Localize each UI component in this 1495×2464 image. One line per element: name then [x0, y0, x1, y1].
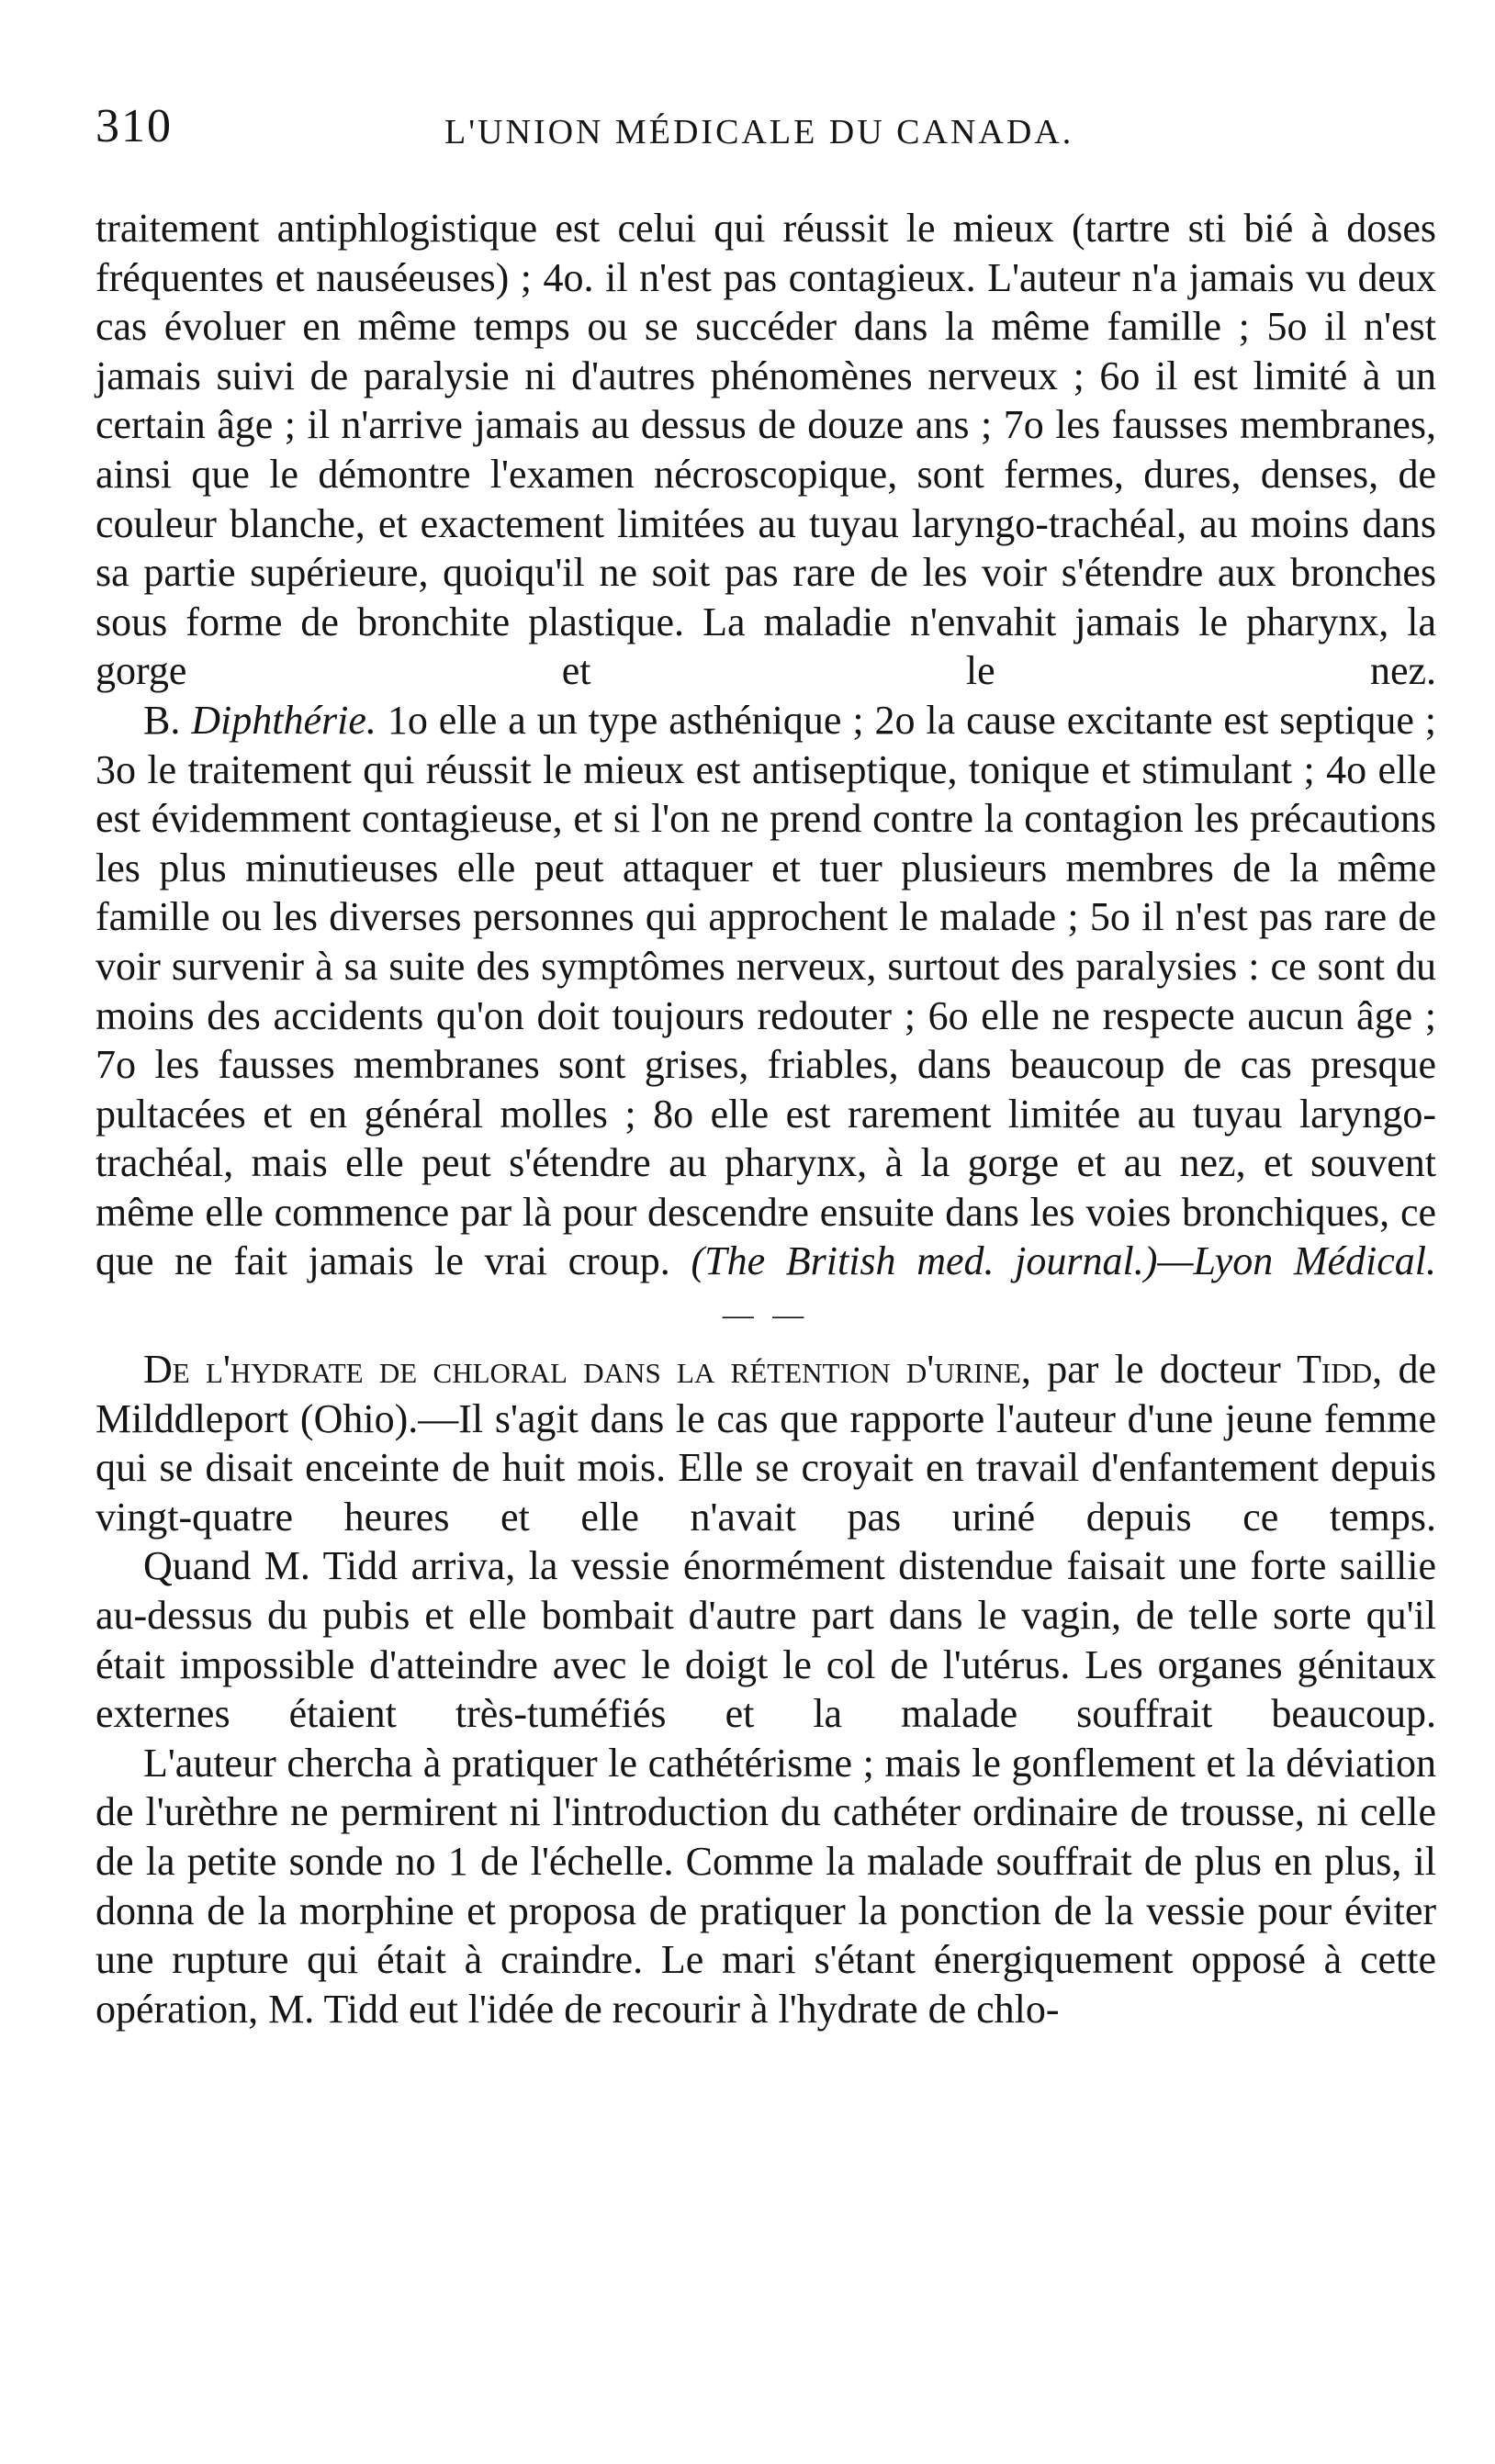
paragraph-lead: B. [143, 697, 181, 743]
paragraph-tidd-arrival [96, 1541, 1436, 1738]
paragraph-text: 1o elle a un type asthénique ; 2o la cause excitante est septique ; 3o le traitement qui réussit le mieux est antiseptique, tonique et stimulant ; 4o elle est évidemment contagieuse, et si l'on ne prend contre la contagion les précautions les plus minutieuses elle peut attaquer et tuer plusieurs membres de la même famille ou les diverses personnes qui approchent le malade ; 5o il n'est pas rare de voir survenir à sa suite des symptômes nerveux, surtout des paralysies : ce sont du moins des accidents qu'on doit toujours redouter ; 6o elle ne respecte aucun âge ; 7o les fausses membranes sont grises, friables, dans beaucoup de cas presque pultacées et en général molles ; 8o elle est rarement limitée au tuyau laryngo-trachéal, mais elle peut s'étendre au pharynx, à la gorge et au nez, et souvent même elle commence par là pour descendre ensuite dans les voies bronchiques, ce que ne fait jamais le vrai croup. [96, 697, 1436, 1284]
article-body [96, 204, 1436, 2033]
paragraph-catheter [96, 1739, 1436, 2034]
paragraph-text: L'auteur chercha à pratiquer le cathétérisme ; mais le gonflement et la déviation de l'urèthre ne permirent ni l'introduction du cathéter ordinaire de trousse, ni celle de la petite sonde no 1 de l'échelle. Comme la malade souffrait de plus en plus, il donna de la morphine et proposa de pratiquer la ponction de la vessie pour éviter une rupture qui était à craindre. Le mari s'étant énergiquement opposé à cette opération, M. Tidd eut l'idée de recourir à l'hydrate de chlo- [96, 1740, 1436, 2032]
paragraph-chloral [96, 1345, 1436, 1541]
paragraph-text: traitement antiphlogistique est celui qui réussit le mieux (tartre sti bié à doses fréquentes et nauséeuses) ; 4o. il n'est pas contagieux. L'auteur n'a jamais vu deux cas évoluer en même temps ou se succéder dans la même famille ; 5o il n'est jamais suivi de paralysie ni d'autres phénomènes nerveux ; 6o il est limité à un certain âge ; il n'arrive jamais au dessus de douze ans ; 7o les fausses membranes, ainsi que le démontre l'examen nécroscopique, sont fermes, dures, denses, de couleur blanche, et exactement limitées au tuyau laryngo-trachéal, au moins dans sa partie supérieure, quoiqu'il ne soit pas rare de les voir s'étendre aux bronches sous forme de bronchite plastique. La maladie n'envahit jamais le pharynx, la gorge et le nez. [96, 206, 1436, 694]
page-number: 310 [96, 100, 173, 152]
section-separator: — — [722, 1298, 810, 1333]
byline-text: par le docteur [1047, 1347, 1281, 1393]
paragraph-croup-continued [96, 204, 1436, 696]
paragraph-text: Quand M. Tidd arriva, la vessie énormément distendue faisait une forte saillie au-dessus du pubis et elle bombait d'autre part dans le vagin, de telle sorte qu'il était impossible d'atteindre avec le doigt le col de l'utérus. Les organes génitaux externes étaient très-tuméfiés et la malade souffrait beaucoup. [96, 1543, 1436, 1737]
source-citation: (The British med. journal.)—Lyon Médical. [691, 1238, 1437, 1284]
paragraph-text: , de Milddleport (Ohio).—Il s'agit dans le cas que rapporte l'auteur d'une jeune femme qui se disait enceinte de huit mois. Elle se croyait en travail d'enfantement depuis vingt-quatre heures et elle n'avait pas uriné depuis ce temps. [96, 1347, 1437, 1540]
paragraph-term: Diphthérie. [191, 697, 377, 743]
article-title: De l'hydrate de chloral dans la rétention d'urine, [143, 1347, 1031, 1393]
page-header [96, 99, 1440, 154]
author-name: Tidd [1297, 1347, 1373, 1393]
paragraph-diphtheria [96, 696, 1436, 1286]
running-title: L'UNION MÉDICALE DU CANADA. [444, 113, 1074, 151]
